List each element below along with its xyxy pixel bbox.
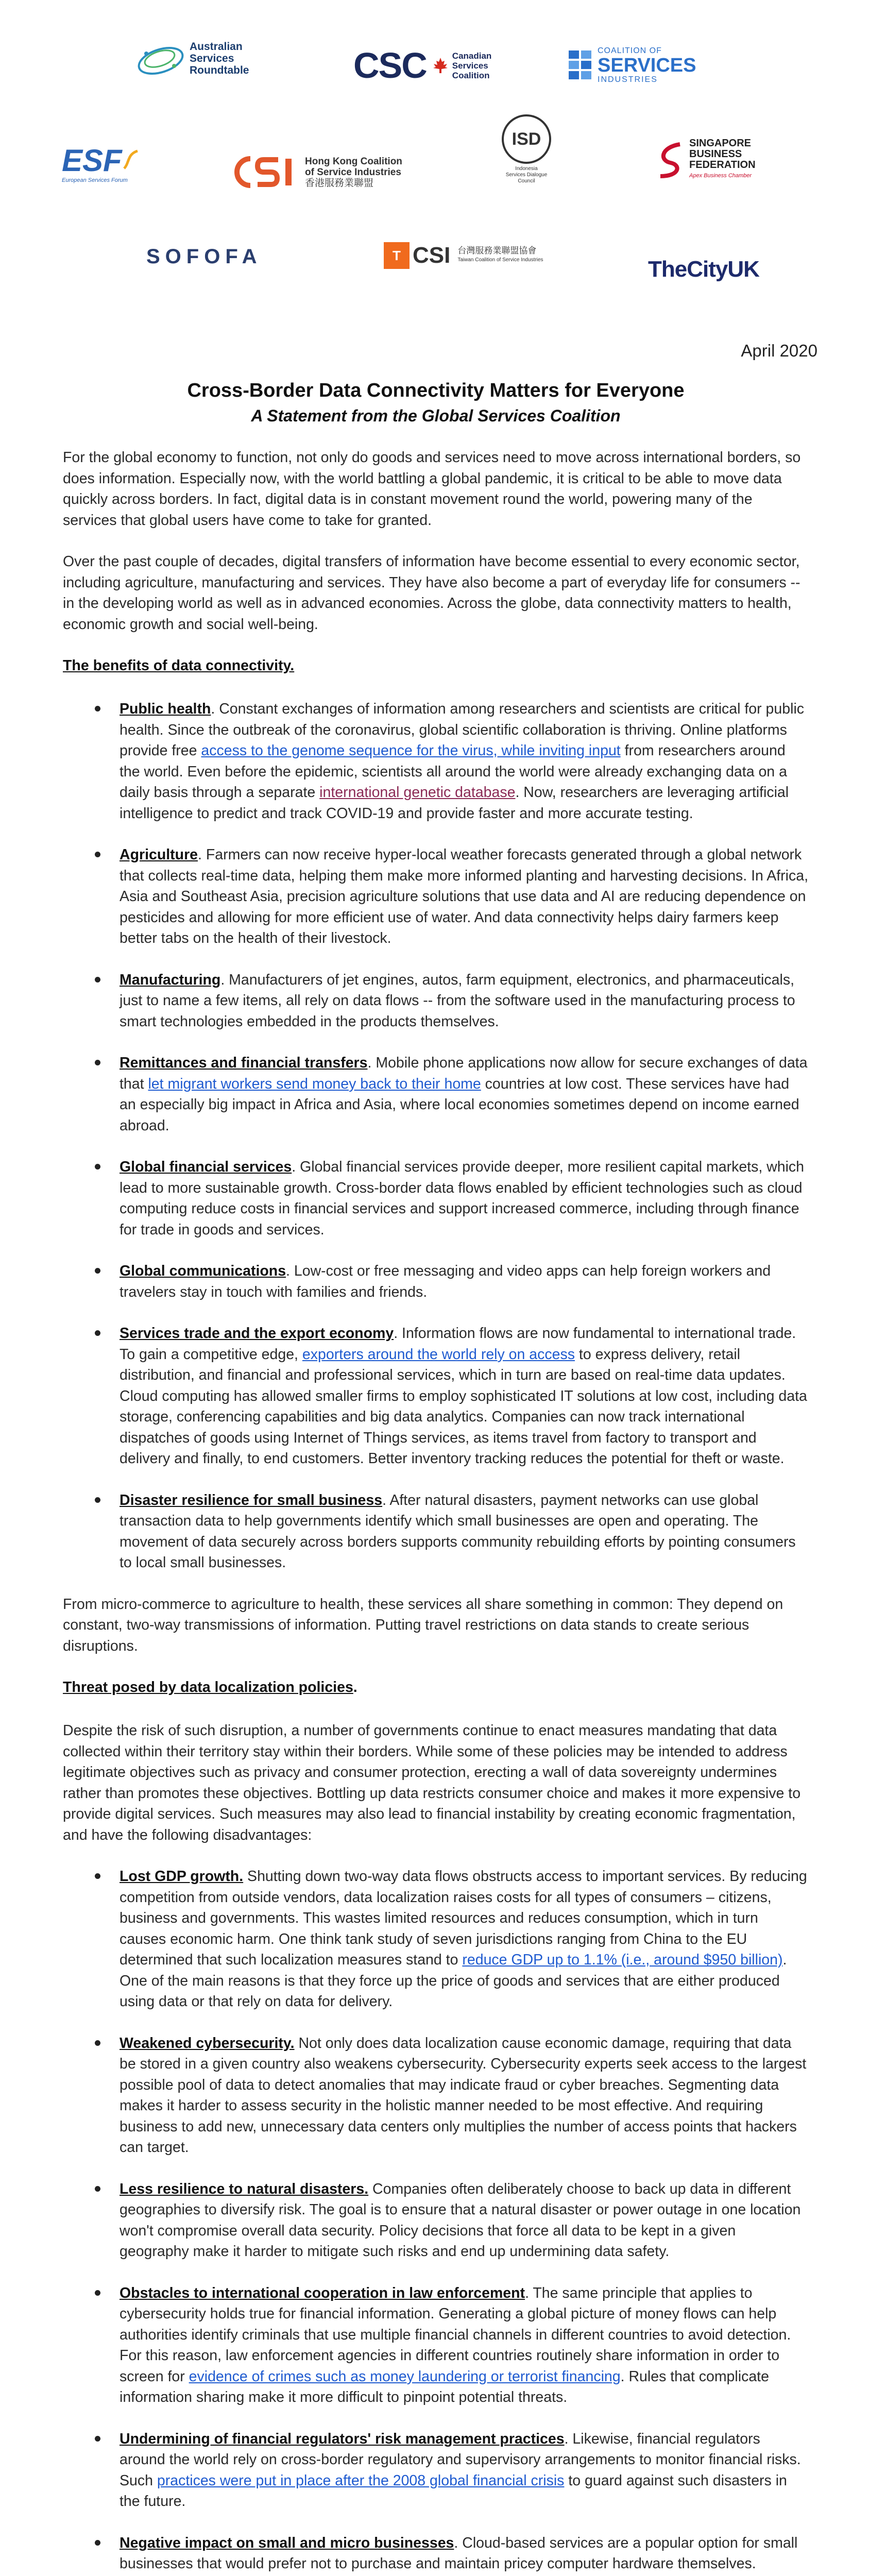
document-title: Cross-Border Data Connectivity Matters for Everyone — [187, 380, 685, 401]
logo-european-services-forum — [62, 145, 140, 183]
benefit-text: . Global financial services provide deeper, more resilient capital markets, which lead to more sustainable growth. Cross-border data flows enabled by efficient technologies such as cloud computing reduce costs in financial services and support increased commerce, including through finance for trade in goods and services. — [120, 1159, 805, 1238]
tcsi-line-1: 台灣服務業聯盟協會 — [457, 246, 537, 256]
exporters-access-link[interactable]: exporters around the world rely on access — [302, 1346, 575, 1363]
sbf-line-2: BUSINESS — [689, 148, 742, 160]
benefit-text: . Mobile phone applications now allow for secure exchanges of data that — [120, 1055, 808, 1092]
intro-paragraph-2: Over the past couple of decades, digital transfers of information have become essential to every economic sector, including agriculture, manufacturing and services. They have also become a part of everyday life for consumers -- in the developing world as well as in advanced economies. Across the globe, data connectivity matters to health, economic growth and social well-being. — [63, 553, 800, 633]
isd-mark: ISD — [512, 129, 541, 149]
threat-lead: Obstacles to international cooperation in law enforcement — [120, 2284, 525, 2301]
threat-lead: Less resilience to natural disasters. — [120, 2180, 369, 2197]
threat-text: . The same principle that applies to cybersecurity holds true for financial information. Generating a global picture of money flows can help authorities identify criminals that use multiple financial channels in different countries to avoid detection. For this reason, law enforcement agencies in different countries routinely share information in order to screen for — [120, 2284, 791, 2385]
bullet-icon — [95, 1164, 100, 1170]
csc-mark: CSC — [353, 45, 427, 86]
logo-thecityuk — [648, 257, 759, 282]
benefit-text: . Manufacturers of jet engines, autos, farm equipment, electronics, and pharmaceuticals, just to name a few items, all rely on data flows -- from the software used in the manufacturing process to smart technologies embedded in the products themselves. — [120, 971, 795, 1030]
benefit-manufacturing — [63, 970, 809, 1032]
isd-caption-2: Services Dialogue — [505, 172, 548, 178]
threat-lead: Undermining of financial regulators' risk management practices — [120, 2430, 565, 2447]
benefit-communications — [63, 1261, 809, 1302]
bullet-icon — [95, 706, 100, 711]
csi-small-1: COALITION OF — [598, 46, 662, 55]
benefit-text: to express delivery, retail distribution, and financial and professional services, which in turn are based on real-time data updates. Cloud computing has allowed smaller firms to employ sophisticated IT solutions at low cost, including data storage, conferencing capabilities and big data analytics. Companies can now track international dispatches of goods using Internet of Things services, as items travel from factory to transport and delivery and finally, to end customers. Better inventory tracking reduces the potential for theft or waste. — [120, 1346, 807, 1467]
benefit-public-health — [63, 699, 809, 824]
threat-small-business — [63, 2533, 809, 2576]
thecityuk-wordmark: TheCityUK — [648, 257, 759, 282]
benefit-remittances — [63, 1053, 809, 1136]
genome-sequence-link[interactable]: access to the genome sequence for the virus, while inviting input — [201, 742, 621, 759]
benefit-text: countries at low cost. These services have had an especially big impact in Africa and Asia, where local economies sometimes depend on income earned abroad. — [120, 1075, 799, 1134]
threat-text: Companies often deliberately choose to back up data in different geographies to diversify risk. The goal is to ensure that a natural disaster or power outage in one location won't compromise overall data security. Policy decisions that force all data to be kept in a given geography make it harder to mitigate such risks and end up undermining data safety. — [120, 2180, 801, 2260]
logo-coalition-of-services-industries — [567, 46, 696, 84]
benefit-text: . After natural disasters, payment networks can use global transaction data to help governments identify which small businesses are open and operating. The movement of data securely across borders supports community rebuilding efforts by pointing consumers to local small businesses. — [120, 1492, 796, 1571]
threat-lead: Negative impact on small and micro businesses — [120, 2534, 454, 2551]
asr-line-1: Australian — [190, 40, 243, 53]
bullet-icon — [95, 977, 100, 982]
bullet-icon — [95, 2186, 100, 2192]
benefit-text: . Farmers can now receive hyper-local weather forecasts generated through a global network that collects real-time data, helping them make more informed planting and harvesting decisions. In Africa, Asia and Southeast Asia, precision agriculture solutions that use data and AI are reducing dependence on pesticides and allowing for more efficient use of water. And data connectivity helps dairy farmers keep better tabs on the health of their livestock. — [120, 846, 809, 946]
csi-small-2: INDUSTRIES — [598, 75, 658, 84]
csc-line-1: Canadian — [452, 50, 492, 61]
threat-text: . Rules that complicate information sharing make it more difficult to pinpoint potential threats. — [120, 2368, 769, 2405]
sbf-line-1: SINGAPORE — [689, 138, 752, 149]
maple-leaf-icon — [432, 57, 449, 74]
bullet-icon — [95, 1497, 100, 1503]
isd-seal — [502, 114, 551, 164]
benefit-text: . Now, researchers are leveraging artificial intelligence to predict and track COVID-19 and provide faster and more accurate testing. — [120, 784, 789, 822]
benefit-services-trade — [63, 1323, 809, 1469]
bullet-icon — [95, 2290, 100, 2296]
bullet-icon — [95, 2436, 100, 2442]
migrant-workers-link[interactable]: let migrant workers send money back to their home — [148, 1075, 481, 1092]
benefits-list — [63, 699, 809, 1573]
logo-sofofa — [146, 245, 262, 268]
threat-text: Shutting down two-way data flows obstructs access to important services. By reducing competition from outside vendors, data localization raises costs for all types of consumers – citizens, business and governments. This wastes limited resources and reduces consumption, which in turn causes economic harm. One think tank study of seven jurisdictions ranging from China to the EU determined that such localization measures stand to — [120, 1868, 807, 1968]
benefit-text: from researchers around the world. Even before the epidemic, scientists all around the world were already exchanging data on a daily basis through a separate — [120, 742, 787, 801]
genetic-database-link[interactable]: international genetic database — [319, 784, 516, 801]
intro-paragraph-1: For the global economy to function, not only do goods and services need to move across international borders, so does information. Especially now, with the world battling a global pandemic, it is critical to be able to move data quickly across borders. In fact, digital data is in constant movement round the world, powering many of the services that global users have come to take for granted. — [63, 449, 801, 529]
threat-text: Not only does data localization cause economic damage, requiring that data be stored in a given country also weakens cybersecurity. Cybersecurity experts seek access to the largest possible pool of data to detect anomalies that may indicate fraud or cyber breaches. Segmenting data makes it harder to assess security in the holistic manner needed to be most effective. And requiring business to add new, unnecessary data centers only multiplies the number of access points that hackers can target. — [120, 2035, 807, 2156]
csc-line-2: Services — [452, 60, 488, 71]
bullet-icon — [95, 852, 100, 857]
document-date: April 2020 — [741, 341, 817, 360]
threats-list — [63, 1866, 809, 2576]
benefits-outro: From micro-commerce to agriculture to health, these services all share something in common: They depend on constant, two-way transmissions of information. Putting travel restrictions on data stands to create serious disruptions. — [63, 1596, 783, 1654]
threat-lost-gdp — [63, 1866, 809, 2012]
hk-csi-mark-icon — [233, 156, 300, 189]
threat-heading-text: Threat posed by data localization policies — [63, 1679, 353, 1696]
bullet-icon — [95, 1330, 100, 1336]
sbf-swoosh-icon — [655, 140, 686, 179]
csc-line-3: Coalition — [452, 70, 490, 80]
csi-grid-icon — [567, 47, 594, 83]
tcsi-badge-icon: T — [384, 242, 410, 269]
benefit-text: . Information flows are now fundamental to international trade. To gain a competitive edge, — [120, 1325, 796, 1363]
esf-caption: European Services Forum — [62, 177, 128, 183]
benefit-text: . Low-cost or free messaging and video apps can help foreign workers and travelers stay in touch with families and friends. — [120, 1263, 771, 1300]
threat-heading — [63, 1677, 809, 1698]
esf-mark: ESF — [62, 143, 122, 178]
threat-text: . Cloud-based services are a popular option for small businesses that would prefer not to purchase and maintain pricey computer hardware themselves. — [120, 2534, 798, 2572]
threat-heading-dot: . — [353, 1679, 357, 1696]
benefit-lead: Global communications — [120, 1263, 286, 1279]
threat-financial-regulators — [63, 2429, 809, 2512]
asr-line-3: Roundtable — [190, 64, 249, 76]
threat-lead: Weakened cybersecurity. — [120, 2035, 295, 2052]
logo-canadian-services-coalition — [353, 45, 492, 86]
csi-big: SERVICES — [598, 55, 696, 76]
logo-indonesia-services-dialogue — [502, 114, 551, 184]
asr-swoosh-icon — [135, 36, 186, 80]
hk-line-2: of Service Industries — [305, 166, 401, 178]
sofofa-wordmark: SOFOFA — [146, 245, 262, 268]
sbf-line-3: FEDERATION — [689, 159, 756, 171]
bullet-icon — [95, 1060, 100, 1065]
benefit-agriculture — [63, 844, 809, 949]
tcsi-line-2: Taiwan Coalition of Service Industries — [457, 257, 543, 263]
bullet-icon — [95, 2040, 100, 2046]
benefit-text: . Constant exchanges of information among researchers and scientists are critical for public health. Since the outbreak of the coronavirus, global scientific collaboration is thriving. Online platforms provide free — [120, 701, 805, 759]
statement-body — [63, 378, 809, 2576]
financial-crisis-link[interactable]: practices were put in place after the 2008 global financial crisis — [157, 2472, 565, 2489]
benefit-disaster-resilience — [63, 1490, 809, 1573]
benefit-financial-services — [63, 1157, 809, 1240]
benefit-lead: Public health — [120, 701, 211, 717]
hk-line-3: 香港服務業聯盟 — [305, 177, 374, 189]
money-laundering-link[interactable]: evidence of crimes such as money laundering or terrorist financing — [189, 2368, 621, 2385]
benefit-lead: Manufacturing — [120, 971, 221, 988]
threat-text: to guard against such disasters in the future. — [120, 2472, 787, 2510]
threat-cybersecurity — [63, 2033, 809, 2158]
threat-natural-disasters — [63, 2179, 809, 2262]
threat-lead: Lost GDP growth. — [120, 1868, 244, 1885]
hk-line-1: Hong Kong Coalition — [305, 156, 402, 167]
threat-text: . Likewise, financial regulators around the world rely on cross-border regulatory and supervisory arrangements to monitor financial risks. Such — [120, 2430, 801, 2489]
logo-taiwan-coalition: T CSI 台灣服務業聯盟協會 Taiwan Coalition of Service Industries — [384, 242, 543, 269]
esf-swirl-icon — [122, 148, 140, 174]
threat-text: . One of the main reasons is that they force up the price of goods and services that are either produced using data or that rely on data for delivery. — [120, 1952, 787, 2010]
bullet-icon — [95, 2540, 100, 2546]
logo-australian-services-roundtable — [135, 36, 249, 80]
isd-caption-1: Indonesia — [515, 166, 538, 172]
gdp-study-link[interactable]: reduce GDP up to 1.1% (i.e., around $950 billion) — [462, 1952, 783, 1968]
bullet-icon — [95, 1268, 100, 1274]
asr-line-2: Services — [190, 52, 234, 64]
isd-caption-3: Council — [518, 178, 535, 184]
threat-law-enforcement — [63, 2283, 809, 2408]
bullet-icon — [95, 1873, 100, 1879]
sbf-line-4: Apex Business Chamber — [689, 173, 752, 179]
logo-singapore-business-federation — [655, 138, 756, 181]
threat-intro: Despite the risk of such disruption, a number of governments continue to enact measures mandating that data collected within their territory stay within their borders. While some of these policies may be intended to address legitimate objectives such as privacy and consumer protection, erecting a wall of data sovereignty undermines rather than promotes these objectives. Bottling up data restricts consumer choice and makes it more expensive to provide digital services. Such measures may also lead to financial instability by creating economic fragmentation, and have the following disadvantages: — [63, 1722, 801, 1843]
benefit-lead: Agriculture — [120, 846, 198, 863]
benefit-lead: Global financial services — [120, 1159, 292, 1175]
benefit-lead: Remittances and financial transfers — [120, 1055, 368, 1071]
document-subtitle: A Statement from the Global Services Coalition — [251, 406, 621, 425]
benefit-lead: Services trade and the export economy — [120, 1325, 394, 1342]
benefit-lead: Disaster resilience for small business — [120, 1492, 383, 1509]
benefits-heading: The benefits of data connectivity. — [63, 657, 295, 674]
logo-hong-kong-coalition — [233, 156, 402, 189]
